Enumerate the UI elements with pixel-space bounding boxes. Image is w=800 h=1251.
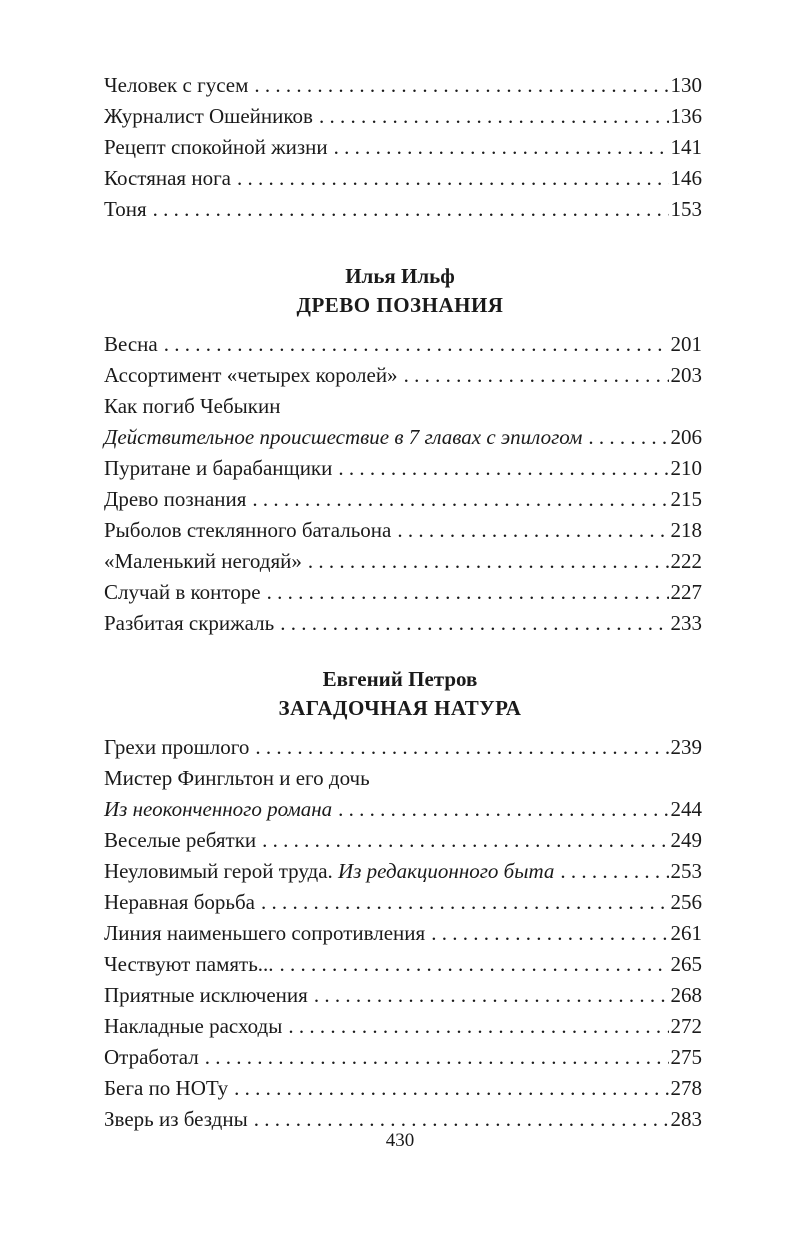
dot-leader — [431, 918, 668, 949]
toc-entry — [104, 794, 702, 825]
entry-page: 261 — [670, 921, 702, 945]
dot-leader — [334, 132, 669, 163]
entry-title: Веселые ребятки — [104, 828, 257, 852]
entry-page: 201 — [670, 332, 702, 356]
entry-title: Весна — [104, 332, 158, 356]
entry-title: Накладные расходы — [104, 1014, 283, 1038]
section-heading — [0, 262, 800, 320]
toc-top-block — [104, 70, 702, 225]
dot-leader — [255, 732, 668, 763]
toc-entry — [104, 163, 702, 194]
dot-leader — [397, 515, 668, 546]
toc-entry — [104, 329, 702, 360]
entry-title: Зверь из бездны — [104, 1107, 248, 1131]
entry-title: Грехи прошлого — [104, 735, 250, 759]
entry-page: 253 — [670, 859, 702, 883]
dot-leader — [314, 980, 669, 1011]
dot-leader — [261, 887, 669, 918]
entry-page: 256 — [670, 890, 702, 914]
toc-entry — [104, 484, 702, 515]
toc-entry — [104, 918, 702, 949]
toc-entry — [104, 732, 702, 763]
entry-title: Чествуют память... — [104, 952, 274, 976]
toc-entry — [104, 825, 702, 856]
entry-title: Неравная борьба — [104, 890, 255, 914]
dot-leader — [280, 608, 668, 639]
dot-leader — [237, 163, 668, 194]
dot-leader — [338, 794, 668, 825]
entry-page: 153 — [670, 197, 702, 221]
entry-title: Как погиб Чебыкин — [104, 394, 281, 418]
entry-page: 130 — [670, 73, 702, 97]
entry-page: 210 — [670, 456, 702, 480]
toc-entry — [104, 608, 702, 639]
dot-leader — [267, 577, 669, 608]
toc-entry — [104, 856, 702, 887]
dot-leader — [262, 825, 668, 856]
entry-title: Бега по НОТу — [104, 1076, 229, 1100]
entry-page: 244 — [670, 797, 702, 821]
entry-page: 222 — [670, 549, 702, 573]
toc-entry — [104, 360, 702, 391]
dot-leader — [153, 194, 669, 225]
entry-title: Приятные исключения — [104, 983, 308, 1007]
toc-entry — [104, 1011, 702, 1042]
dot-leader — [280, 949, 669, 980]
section-book-title: ДРЕВО ПОЗНАНИЯ — [296, 293, 504, 317]
entry-subtitle: Действительное происшествие в 7 главах с эпилогом — [104, 425, 583, 449]
toc-entry — [104, 1042, 702, 1073]
entry-page: 146 — [670, 166, 702, 190]
page-number: 430 — [385, 1130, 415, 1151]
dot-leader — [288, 1011, 668, 1042]
toc-entry — [104, 577, 702, 608]
entry-page: 203 — [670, 363, 702, 387]
entry-page: 239 — [670, 735, 702, 759]
dot-leader — [205, 1042, 669, 1073]
entry-page: 268 — [670, 983, 702, 1007]
toc-entry — [104, 1073, 702, 1104]
entry-title: Древо познания — [104, 487, 247, 511]
toc-entry — [104, 763, 702, 794]
dot-leader — [308, 546, 669, 577]
toc-entry — [104, 132, 702, 163]
entry-page: 136 — [670, 104, 702, 128]
entry-page: 227 — [670, 580, 702, 604]
section-heading — [0, 665, 800, 723]
toc-entry — [104, 391, 702, 422]
entry-title: Рыболов стеклянного батальона — [104, 518, 392, 542]
entry-title: Отработал — [104, 1045, 199, 1069]
entry-page: 278 — [670, 1076, 702, 1100]
entry-title — [104, 856, 554, 887]
entry-title: Костяная нога — [104, 166, 232, 190]
entry-title: Разбитая скрижаль — [104, 611, 275, 635]
toc-entry — [104, 546, 702, 577]
toc-entry — [104, 422, 702, 453]
section-book-title: ЗАГАДОЧНАЯ НАТУРА — [278, 696, 522, 720]
entry-page: 218 — [670, 518, 702, 542]
entry-page: 265 — [670, 952, 702, 976]
toc-entry — [104, 70, 702, 101]
section-author: Евгений Петров — [322, 667, 478, 691]
dot-leader — [319, 101, 669, 132]
entry-title: Случай в конторе — [104, 580, 261, 604]
toc-entry — [104, 101, 702, 132]
entry-title: Журналист Ошейников — [104, 104, 313, 128]
entry-page: 272 — [670, 1014, 702, 1038]
entry-page: 141 — [670, 135, 702, 159]
entry-page: 233 — [670, 611, 702, 635]
entry-title: Рецепт спокойной жизни — [104, 135, 328, 159]
toc-section1-block — [104, 329, 702, 639]
dot-leader — [588, 422, 668, 453]
entry-title: «Маленький негодяй» — [104, 549, 302, 573]
entry-title-main: Неуловимый герой труда. — [104, 859, 339, 883]
section-author: Илья Ильф — [345, 264, 455, 288]
dot-leader — [338, 453, 668, 484]
dot-leader — [234, 1073, 668, 1104]
entry-page: 215 — [670, 487, 702, 511]
toc-entry — [104, 515, 702, 546]
entry-page: 283 — [670, 1107, 702, 1131]
entry-subtitle: Из редакционного быта — [338, 859, 555, 883]
entry-subtitle: Из неоконченного романа — [104, 797, 333, 821]
dot-leader — [560, 856, 668, 887]
entry-title: Пуритане и барабанщики — [104, 456, 333, 480]
dot-leader — [404, 360, 669, 391]
entry-title: Тоня — [104, 197, 147, 221]
entry-title: Человек с гусем — [104, 73, 249, 97]
dot-leader — [164, 329, 669, 360]
toc-entry — [104, 453, 702, 484]
dot-leader — [254, 70, 668, 101]
dot-leader — [252, 484, 668, 515]
toc-entry — [104, 949, 702, 980]
entry-page: 206 — [670, 425, 702, 449]
toc-entry — [104, 194, 702, 225]
entry-title: Ассортимент «четырех королей» — [104, 363, 398, 387]
toc-entry — [104, 980, 702, 1011]
entry-page: 249 — [670, 828, 702, 852]
toc-section2-block — [104, 732, 702, 1135]
entry-title: Мистер Фингльтон и его дочь — [104, 766, 370, 790]
entry-page: 275 — [670, 1045, 702, 1069]
entry-title: Линия наименьшего сопротивления — [104, 921, 426, 945]
toc-entry — [104, 887, 702, 918]
